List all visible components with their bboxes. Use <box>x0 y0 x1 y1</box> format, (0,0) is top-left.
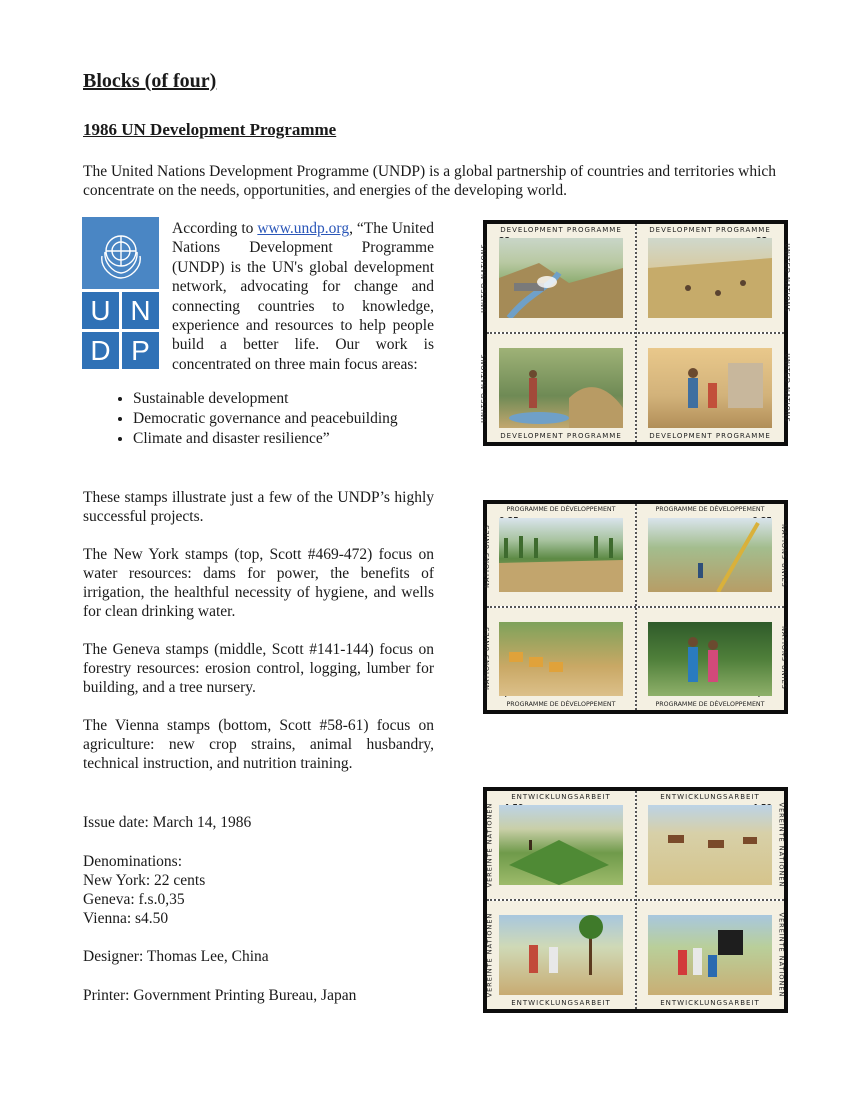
stamp-vienna-top-right: ENTWICKLUNGSARBEIT <box>636 791 784 899</box>
page-heading: Blocks (of four) <box>83 70 217 92</box>
issue-date: Issue date: March 14, 1986 <box>83 814 252 831</box>
vienna-stamp-block <box>483 787 788 1013</box>
geneva-stamp-block <box>483 500 788 714</box>
stamp-side-text: UNITED NATIONS <box>479 353 488 423</box>
stamp-side-text: UNITED NATIONS <box>479 243 488 313</box>
stamp-side-text: UNITED NATIONS <box>783 353 792 423</box>
intro-paragraph: The United Nations Development Programme (UNDP) is a global partnership of countries and territories which concentrate on the needs, opportunities, and energies of the developing world. <box>83 163 777 199</box>
stamp-side-text: VEREINTE NATIONEN <box>485 912 494 998</box>
stamp-geneva-bottom-left: PROGRAMME DE DÉVELOPPEMENT <box>487 608 635 710</box>
list-item: • Climate and disaster resilience” <box>133 429 398 449</box>
stamp-side-text: VEREINTE NATIONEN <box>777 912 786 998</box>
stamp-side-text: NATIONS UNIES <box>780 626 789 690</box>
undp-logo <box>82 217 159 369</box>
logo-letter-n: N <box>122 292 159 329</box>
geneva-paragraph: The Geneva stamps (middle, Scott #141-144) focus on forestry resources: erosion control, logging, lumber for building, and a tree nursery. <box>83 641 434 696</box>
vienna-paragraph: The Vienna stamps (bottom, Scott #58-61) focus on agriculture: new crop strains, animal husbandry, technical instruction, and nutrition training. <box>83 717 434 772</box>
stamp-vienna-bottom-right: ENTWICKLUNGSARBEIT <box>636 901 784 1009</box>
new-york-stamp-block <box>479 220 792 446</box>
un-emblem-icon <box>82 217 159 289</box>
denomination-geneva: Geneva: f.s.0,35 <box>83 891 185 908</box>
stamp-ny-top-left: DEVELOPMENT PROGRAMME <box>487 224 635 332</box>
denominations-label: Denominations: <box>83 853 183 870</box>
list-item: • Democratic governance and peacebuilding <box>133 409 398 429</box>
new-york-paragraph: The New York stamps (top, Scott #469-472) focus on water resources: dams for power, the benefits of irrigation, the healthful necessity of hygiene, and wells for clean drinking water. <box>83 546 434 620</box>
stamp-side-text: VEREINTE NATIONEN <box>485 802 494 888</box>
list-item: • Sustainable development <box>133 389 398 409</box>
stamp-geneva-bottom-right: PROGRAMME DE DÉVELOPPEMENT <box>636 608 784 710</box>
stamp-side-text: VEREINTE NATIONEN <box>777 802 786 888</box>
stamp-vienna-top-left: ENTWICKLUNGSARBEIT <box>487 791 635 899</box>
projects-paragraph: These stamps illustrate just a few of the UNDP’s highly successful projects. <box>83 489 434 525</box>
stamp-ny-top-right: DEVELOPMENT PROGRAMME <box>636 224 784 332</box>
logo-letter-d: D <box>82 332 119 369</box>
stamp-side-text: NATIONS UNIES <box>482 626 491 690</box>
section-heading: 1986 UN Development Programme <box>83 120 337 139</box>
undp-quote: According to www.undp.org, “The United Nations Development Programme (UNDP) is the UN's global development network, advocating for change and connecting countries to knowledge, experience and resources to help people build a better life. Our work is concentrated on three main focus areas: <box>172 220 434 373</box>
logo-letter-u: U <box>82 292 119 329</box>
denomination-new-york: New York: 22 cents <box>83 872 206 889</box>
printer-line: Printer: Government Printing Bureau, Japan <box>83 987 357 1004</box>
stamp-side-text: NATIONS UNIES <box>482 524 491 588</box>
stamp-geneva-top-left: PROGRAMME DE DÉVELOPPEMENT <box>487 504 635 606</box>
focus-areas-list <box>105 389 398 449</box>
denomination-vienna: Vienna: s4.50 <box>83 910 169 927</box>
stamp-geneva-top-right: PROGRAMME DE DÉVELOPPEMENT <box>636 504 784 606</box>
stamp-ny-bottom-left: DEVELOPMENT PROGRAMME <box>487 334 635 442</box>
stamp-ny-bottom-right: DEVELOPMENT PROGRAMME <box>636 334 784 442</box>
stamp-vienna-bottom-left: ENTWICKLUNGSARBEIT <box>487 901 635 1009</box>
stamp-side-text: NATIONS UNIES <box>780 524 789 588</box>
designer-line: Designer: Thomas Lee, China <box>83 948 269 965</box>
undp-link[interactable]: www.undp.org <box>257 220 350 237</box>
logo-letter-p: P <box>122 332 159 369</box>
stamp-side-text: UNITED NATIONS <box>783 243 792 313</box>
